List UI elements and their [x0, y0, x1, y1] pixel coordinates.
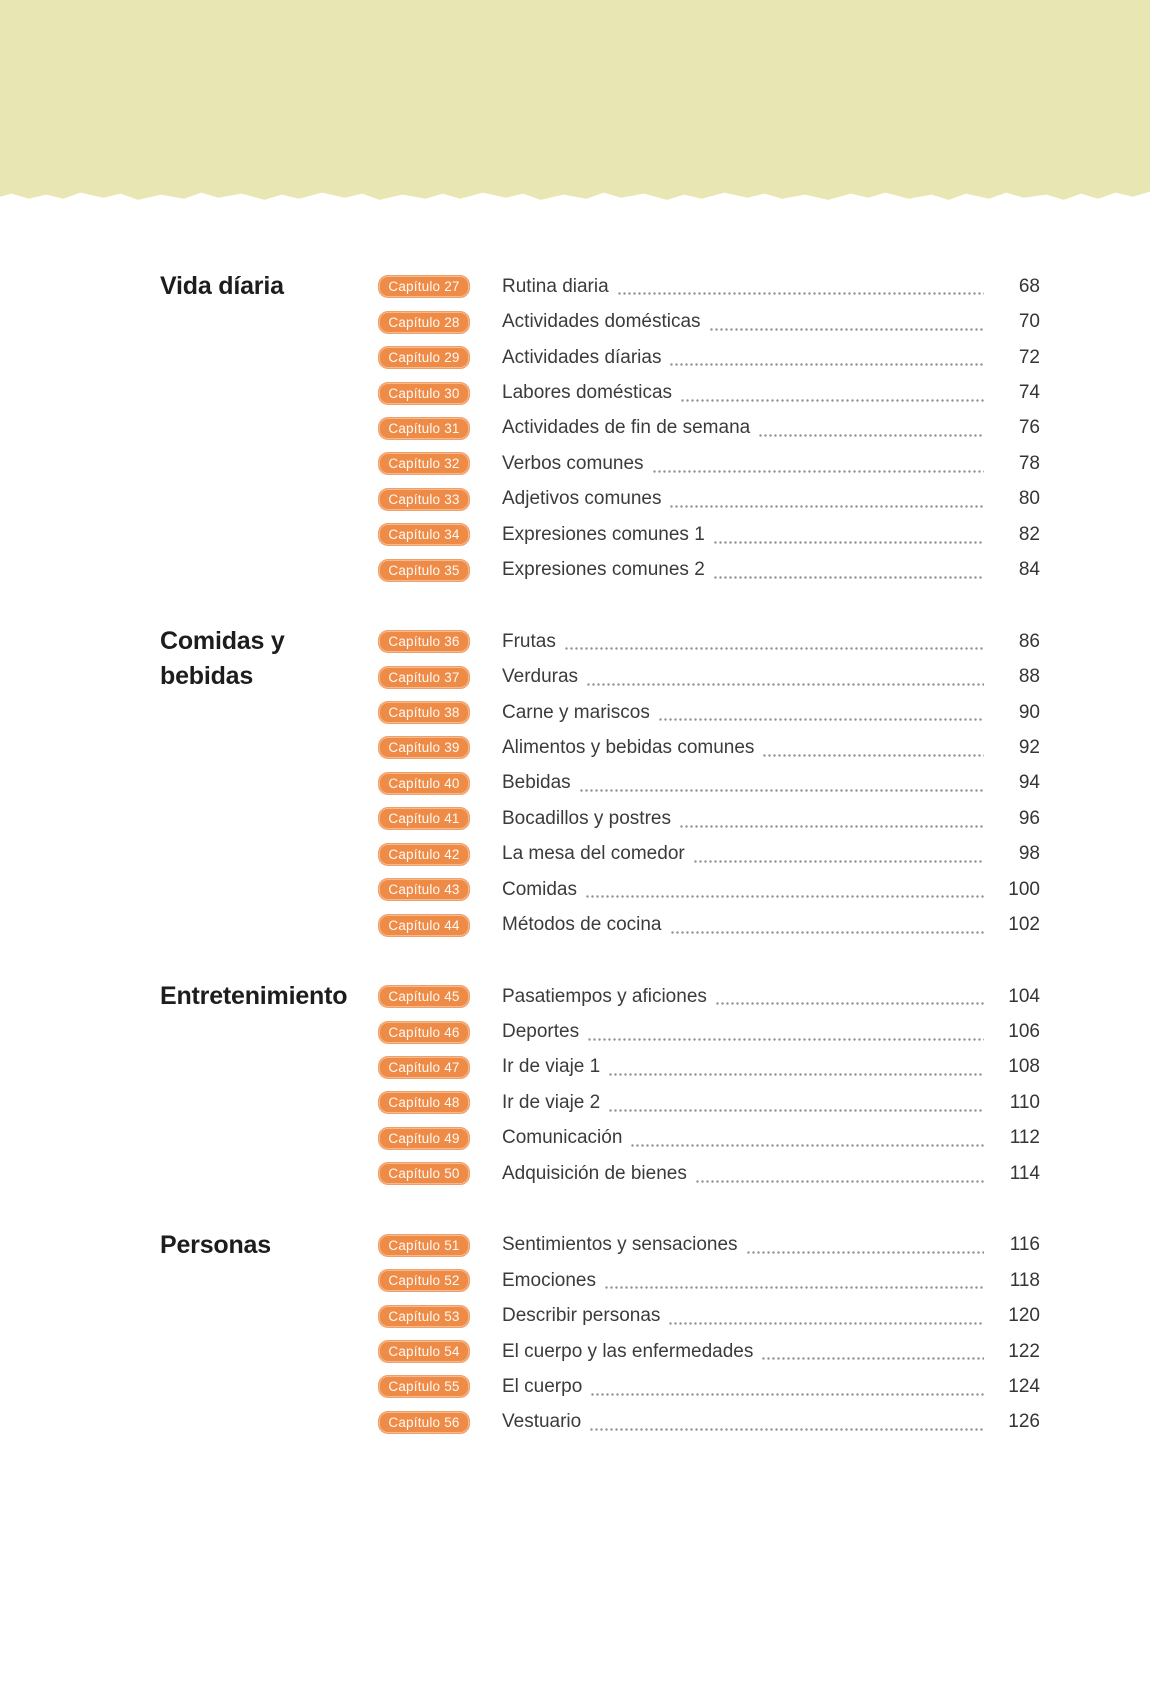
chapter-badge: Capítulo 34 — [378, 523, 470, 546]
chapter-badge: Capítulo 30 — [378, 382, 470, 405]
chapter-title: Comidas — [502, 878, 577, 900]
chapter-row — [378, 553, 1040, 588]
chapter-title: Actividades díarias — [502, 346, 662, 368]
chapter-badge: Capítulo 47 — [378, 1056, 470, 1079]
dotted-leader — [586, 683, 984, 686]
page-number: 108 — [1008, 1056, 1040, 1078]
chapter-row — [378, 269, 1040, 304]
chapter-row — [378, 907, 1040, 942]
chapter-title: Verbos comunes — [502, 452, 644, 474]
dotted-leader — [669, 363, 984, 366]
chapter-badge: Capítulo 29 — [378, 346, 470, 369]
chapter-title: Rutina diaria — [502, 275, 609, 297]
chapter-title: Frutas — [502, 630, 556, 652]
section-heading-text: Personas — [160, 1230, 271, 1259]
chapter-row — [378, 1121, 1040, 1156]
chapter-badge: Capítulo 51 — [378, 1234, 470, 1257]
chapter-row — [378, 1334, 1040, 1369]
page-number: 110 — [1009, 1091, 1040, 1113]
chapter-title: Métodos de cocina — [502, 914, 662, 936]
chapter-badge: Capítulo 41 — [378, 807, 470, 830]
chapter-row — [378, 1405, 1040, 1440]
dotted-leader — [585, 895, 984, 898]
page-number: 70 — [1018, 311, 1040, 333]
chapter-title: Actividades de fin de semana — [502, 417, 751, 439]
chapter-row — [378, 730, 1040, 765]
chapter-row — [378, 446, 1040, 481]
page-number: 102 — [1008, 914, 1040, 936]
chapter-title: La mesa del comedor — [502, 843, 685, 865]
section-heading-text: Entretenimiento — [160, 981, 348, 1010]
page-number: 92 — [1018, 736, 1040, 758]
chapter-title: Adquisición de bienes — [502, 1162, 687, 1184]
dotted-leader — [564, 647, 984, 650]
chapter-title: Expresiones comunes 1 — [502, 523, 705, 545]
page-number: 112 — [1009, 1127, 1040, 1149]
dotted-leader — [587, 1038, 984, 1041]
chapter-title: Ir de viaje 1 — [502, 1056, 601, 1078]
dotted-leader — [693, 860, 984, 863]
section-rows — [378, 269, 1040, 588]
page-number: 94 — [1018, 772, 1040, 794]
chapter-row — [378, 1263, 1040, 1298]
dotted-leader — [695, 1180, 984, 1183]
dotted-leader — [715, 1002, 984, 1005]
section-heading — [160, 624, 378, 943]
chapter-badge: Capítulo 48 — [378, 1091, 470, 1114]
dotted-leader — [652, 470, 984, 473]
chapter-badge: Capítulo 54 — [378, 1340, 470, 1363]
chapter-badge: Capítulo 38 — [378, 701, 470, 724]
chapter-badge: Capítulo 36 — [378, 630, 470, 653]
chapter-badge: Capítulo 53 — [378, 1305, 470, 1328]
section-heading-text: Vida díaria — [160, 272, 284, 300]
page-number: 74 — [1018, 382, 1040, 404]
page-number: 84 — [1018, 559, 1040, 581]
chapter-row — [378, 1228, 1040, 1263]
chapter-row — [378, 1369, 1040, 1404]
dotted-leader — [709, 328, 984, 331]
page-number: 100 — [1008, 878, 1040, 900]
chapter-badge: Capítulo 35 — [378, 559, 470, 582]
chapter-row — [378, 837, 1040, 872]
dotted-leader — [669, 505, 984, 508]
page-number: 82 — [1018, 523, 1040, 545]
section-rows — [378, 979, 1040, 1192]
page-number: 124 — [1008, 1375, 1040, 1397]
chapter-title: Sentimientos y sensaciones — [502, 1234, 738, 1256]
chapter-row — [378, 1085, 1040, 1120]
chapter-title: Alimentos y bebidas comunes — [502, 736, 755, 758]
dotted-leader — [746, 1251, 984, 1254]
chapter-row — [378, 695, 1040, 730]
dotted-leader — [579, 789, 984, 792]
chapter-row — [378, 375, 1040, 410]
chapter-row — [378, 872, 1040, 907]
section-heading-text: Comidas y bebidas — [160, 626, 285, 691]
section-heading — [160, 1228, 378, 1441]
torn-paper-band — [0, 0, 1150, 206]
chapter-title: Actividades domésticas — [502, 311, 701, 333]
dotted-leader — [617, 292, 984, 295]
chapter-badge: Capítulo 42 — [378, 843, 470, 866]
page-number: 86 — [1018, 630, 1040, 652]
dotted-leader — [679, 825, 984, 828]
page-number: 88 — [1018, 666, 1040, 688]
dotted-leader — [608, 1073, 984, 1076]
section-heading — [160, 979, 378, 1192]
page-number: 72 — [1018, 346, 1040, 368]
page-number: 126 — [1008, 1411, 1040, 1433]
toc-section — [160, 269, 1040, 588]
dotted-leader — [608, 1109, 984, 1112]
section-rows — [378, 1228, 1040, 1441]
dotted-leader — [762, 754, 984, 757]
chapter-row — [378, 801, 1040, 836]
chapter-badge: Capítulo 33 — [378, 488, 470, 511]
chapter-badge: Capítulo 44 — [378, 914, 470, 937]
chapter-row — [378, 1156, 1040, 1191]
dotted-leader — [658, 718, 984, 721]
chapter-badge: Capítulo 46 — [378, 1021, 470, 1044]
chapter-title: Emociones — [502, 1269, 596, 1291]
chapter-row — [378, 304, 1040, 339]
chapter-title: Adjetivos comunes — [502, 488, 662, 510]
page-number: 120 — [1008, 1305, 1040, 1327]
chapter-row — [378, 517, 1040, 552]
page-number: 118 — [1009, 1269, 1040, 1291]
chapter-row — [378, 979, 1040, 1014]
dotted-leader — [761, 1357, 984, 1360]
chapter-badge: Capítulo 31 — [378, 417, 470, 440]
dotted-leader — [604, 1286, 984, 1289]
toc-section — [160, 624, 1040, 943]
chapter-badge: Capítulo 43 — [378, 878, 470, 901]
chapter-title: Labores domésticas — [502, 382, 673, 404]
chapter-row — [378, 411, 1040, 446]
page-number: 68 — [1018, 275, 1040, 297]
table-of-contents — [160, 269, 1040, 1476]
page-number: 98 — [1018, 843, 1040, 865]
chapter-badge: Capítulo 32 — [378, 452, 470, 475]
page-number: 90 — [1018, 701, 1040, 723]
chapter-badge: Capítulo 50 — [378, 1162, 470, 1185]
dotted-leader — [713, 576, 984, 579]
toc-section — [160, 979, 1040, 1192]
chapter-row — [378, 340, 1040, 375]
chapter-title: Comunicación — [502, 1127, 623, 1149]
dotted-leader — [589, 1428, 984, 1431]
chapter-title: Bocadillos y postres — [502, 807, 671, 829]
dotted-leader — [670, 931, 985, 934]
page-number: 96 — [1018, 807, 1040, 829]
dotted-leader — [713, 541, 984, 544]
chapter-title: Describir personas — [502, 1305, 661, 1327]
chapter-badge: Capítulo 56 — [378, 1411, 470, 1434]
chapter-badge: Capítulo 37 — [378, 666, 470, 689]
section-heading — [160, 269, 378, 588]
section-rows — [378, 624, 1040, 943]
chapter-title: Carne y mariscos — [502, 701, 650, 723]
dotted-leader — [590, 1393, 984, 1396]
page-number: 76 — [1018, 417, 1040, 439]
chapter-title: El cuerpo — [502, 1375, 583, 1397]
dotted-leader — [630, 1144, 984, 1147]
chapter-row — [378, 482, 1040, 517]
chapter-badge: Capítulo 27 — [378, 275, 470, 298]
chapter-badge: Capítulo 28 — [378, 311, 470, 334]
chapter-title: Bebidas — [502, 772, 571, 794]
page-number: 122 — [1008, 1340, 1040, 1362]
dotted-leader — [758, 434, 984, 437]
chapter-row — [378, 624, 1040, 659]
chapter-row — [378, 1050, 1040, 1085]
chapter-badge: Capítulo 55 — [378, 1375, 470, 1398]
page-number: 106 — [1008, 1021, 1040, 1043]
chapter-title: Expresiones comunes 2 — [502, 559, 705, 581]
chapter-row — [378, 1014, 1040, 1049]
chapter-title: Vestuario — [502, 1411, 582, 1433]
chapter-badge: Capítulo 49 — [378, 1127, 470, 1150]
page-number: 78 — [1018, 452, 1040, 474]
chapter-row — [378, 766, 1040, 801]
chapter-badge: Capítulo 45 — [378, 985, 470, 1008]
dotted-leader — [668, 1322, 984, 1325]
chapter-row — [378, 659, 1040, 694]
page-number: 116 — [1009, 1234, 1040, 1256]
chapter-title: El cuerpo y las enfermedades — [502, 1340, 754, 1362]
chapter-title: Pasatiempos y aficiones — [502, 985, 707, 1007]
page-number: 114 — [1009, 1162, 1040, 1184]
chapter-row — [378, 1298, 1040, 1333]
chapter-title: Verduras — [502, 666, 579, 688]
dotted-leader — [680, 399, 984, 402]
chapter-badge: Capítulo 52 — [378, 1269, 470, 1292]
chapter-title: Ir de viaje 2 — [502, 1091, 601, 1113]
page-number: 104 — [1008, 985, 1040, 1007]
page-number: 80 — [1018, 488, 1040, 510]
chapter-badge: Capítulo 39 — [378, 736, 470, 759]
chapter-title: Deportes — [502, 1021, 580, 1043]
chapter-badge: Capítulo 40 — [378, 772, 470, 795]
toc-section — [160, 1228, 1040, 1441]
